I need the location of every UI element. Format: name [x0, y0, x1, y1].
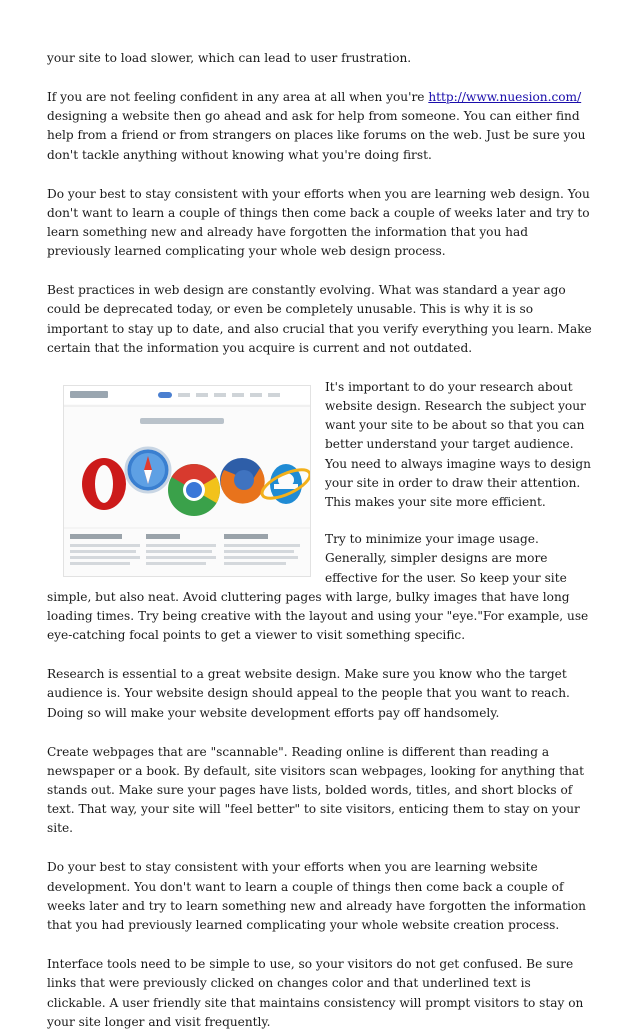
paragraph-8: Do your best to stay consistent with your efforts when you are learning website development. You don't want to learn a couple of things then come back a couple of weeks later and try to learn something new and already have forgotten the information that you had previously learned complicating your whole website creation process. — [47, 860, 586, 933]
paragraph-4: It's important to do your research about website design. Research the subject your want your site to be about so that you can better understand your target audience. You need to always imagine ways to design your site in order to draw their attention. This makes your site more efficient. — [325, 379, 591, 510]
chrome-icon — [168, 464, 220, 516]
paragraph-2: Do your best to stay consistent with your efforts when you are learning web design. You don't want to learn a couple of things then come back a couple of weeks later and try to learn something new and already have forgotten the information that you had previously learned complicating your whole web design process. — [47, 186, 590, 259]
paragraph-3: Best practices in web design are constantly evolving. What was standard a year ago could be deprecated today, or even be completely unusable. This is why it is so important to stay up to date, and also crucial that you verify everything you learn. Make certain that the information you acquire is current and not outdated. — [47, 283, 592, 355]
nuesion-link[interactable]: http://www.nuesion.com/ — [428, 90, 582, 104]
paragraph-5: Try to minimize your image usage. Generally, simpler designs are more effective for the user. So keep your site simple, but also neat. Avoid cluttering pages with large, bulky images that have long loading times. Try being creative with the layout and using your "eye."For example, use eye-catching focal points to get a viewer to visit something specific. — [47, 532, 589, 643]
paragraph-1 — [47, 88, 592, 165]
paragraph-0: your site to load slower, which can lead to user frustration. — [47, 51, 412, 65]
browser-compatibility-image — [63, 385, 311, 577]
logo-mark — [70, 391, 108, 398]
safari-icon — [126, 448, 170, 492]
opera-icon — [82, 458, 126, 510]
paragraph-6: Research is essential to a great website design. Make sure you know who the target audience is. Your website design should appeal to the people that you want to reach. Doing so will make your website development efforts pay off handsomely. — [47, 667, 570, 720]
paragraph-9: Interface tools need to be simple to use, so your visitors do not get confused. Be sure links that were previously clicked on changes color and that underlined text is clickable. A user friendly site that maintains consistency will prompt visitors to stay on your site longer and visit frequently. — [47, 957, 584, 1029]
internet-explorer-icon — [258, 464, 310, 504]
paragraph-7: Create webpages that are "scannable". Reading online is different than reading a newspaper or a book. By default, site visitors scan webpages, looking for anything that stands out. Make sure your pages have lists, bolded words, titles, and short blocks of text. That way, your site will "feel better" to site visitors, enticing them to stay on your site. — [47, 744, 585, 836]
paragraph-1-text-before: If you are not feeling confident in any area at all when you're — [47, 90, 429, 104]
firefox-icon — [220, 458, 265, 504]
paragraph-1-text-after: designing a website then go ahead and ask for help from someone. You can either find help from a friend or from strangers on places like forums on the web. Just be sure you don't tackle anything without knowing what you're doing first. — [47, 109, 586, 162]
